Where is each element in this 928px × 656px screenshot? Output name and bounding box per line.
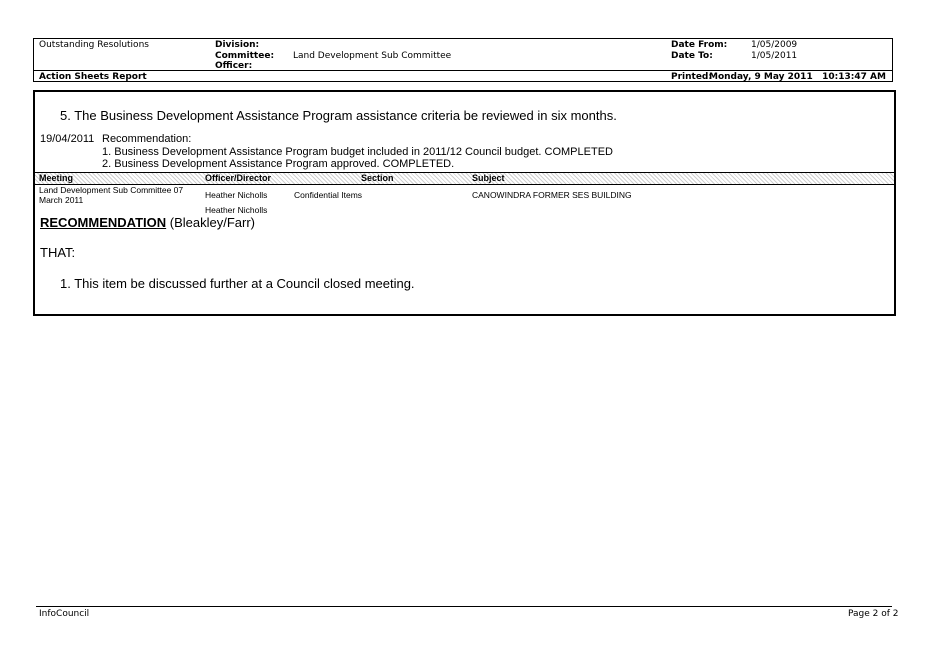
printed-label: Printed: xyxy=(671,72,712,82)
recommendation-heading: RECOMMENDATION xyxy=(40,215,167,230)
that-label: THAT: xyxy=(40,245,76,260)
committee-label: Committee: xyxy=(215,51,275,61)
note-line-1: 1. Business Development Assistance Program budget included in 2011/12 Council budget. COMPLETED xyxy=(102,146,613,158)
resolution-item-5: 5. The Business Development Assistance Program assistance criteria be reviewed in six months. xyxy=(60,108,617,123)
column-header-meeting: Meeting xyxy=(39,173,74,183)
header-divider xyxy=(33,70,893,71)
cell-officer: Heather Nicholls xyxy=(205,190,268,200)
cell-meeting-line-1: Land Development Sub Committee 07 xyxy=(39,185,184,195)
committee-value: Land Development Sub Committee xyxy=(293,51,452,61)
column-header-officer: Officer/Director xyxy=(205,173,272,183)
officer-label: Officer: xyxy=(215,61,253,71)
note-date: 19/04/2011 xyxy=(40,133,95,145)
cell-section: Confidential Items xyxy=(294,190,363,200)
cell-director: Heather Nicholls xyxy=(205,205,268,215)
footer-page-number: Page 2 of 2 xyxy=(848,609,899,619)
report-type: Action Sheets Report xyxy=(39,72,147,82)
cell-subject: CANOWINDRA FORMER SES BUILDING xyxy=(472,190,632,200)
note-title: Recommendation: xyxy=(102,133,192,145)
note-line-2: 2. Business Development Assistance Program approved. COMPLETED. xyxy=(102,158,455,170)
date-to-value: 1/05/2011 xyxy=(751,51,798,61)
column-header-section: Section xyxy=(361,173,394,183)
footer-divider xyxy=(36,606,892,607)
date-to-label: Date To: xyxy=(671,51,713,61)
report-name: Outstanding Resolutions xyxy=(39,40,149,50)
recommendation-item-1: 1. This item be discussed further at a Council closed meeting. xyxy=(60,276,415,291)
date-from-value: 1/05/2009 xyxy=(751,40,798,50)
footer-app-name: InfoCouncil xyxy=(39,609,90,619)
date-from-label: Date From: xyxy=(671,40,728,50)
table-header-row xyxy=(35,172,894,185)
recommendation-movers: (Bleakley/Farr) xyxy=(166,215,255,230)
cell-meeting-line-2: March 2011 xyxy=(39,195,84,205)
printed-value: Monday, 9 May 2011 10:13:47 AM xyxy=(709,72,886,82)
column-header-subject: Subject xyxy=(472,173,505,183)
recommendation-heading-line xyxy=(40,215,255,230)
division-label: Division: xyxy=(215,40,260,50)
